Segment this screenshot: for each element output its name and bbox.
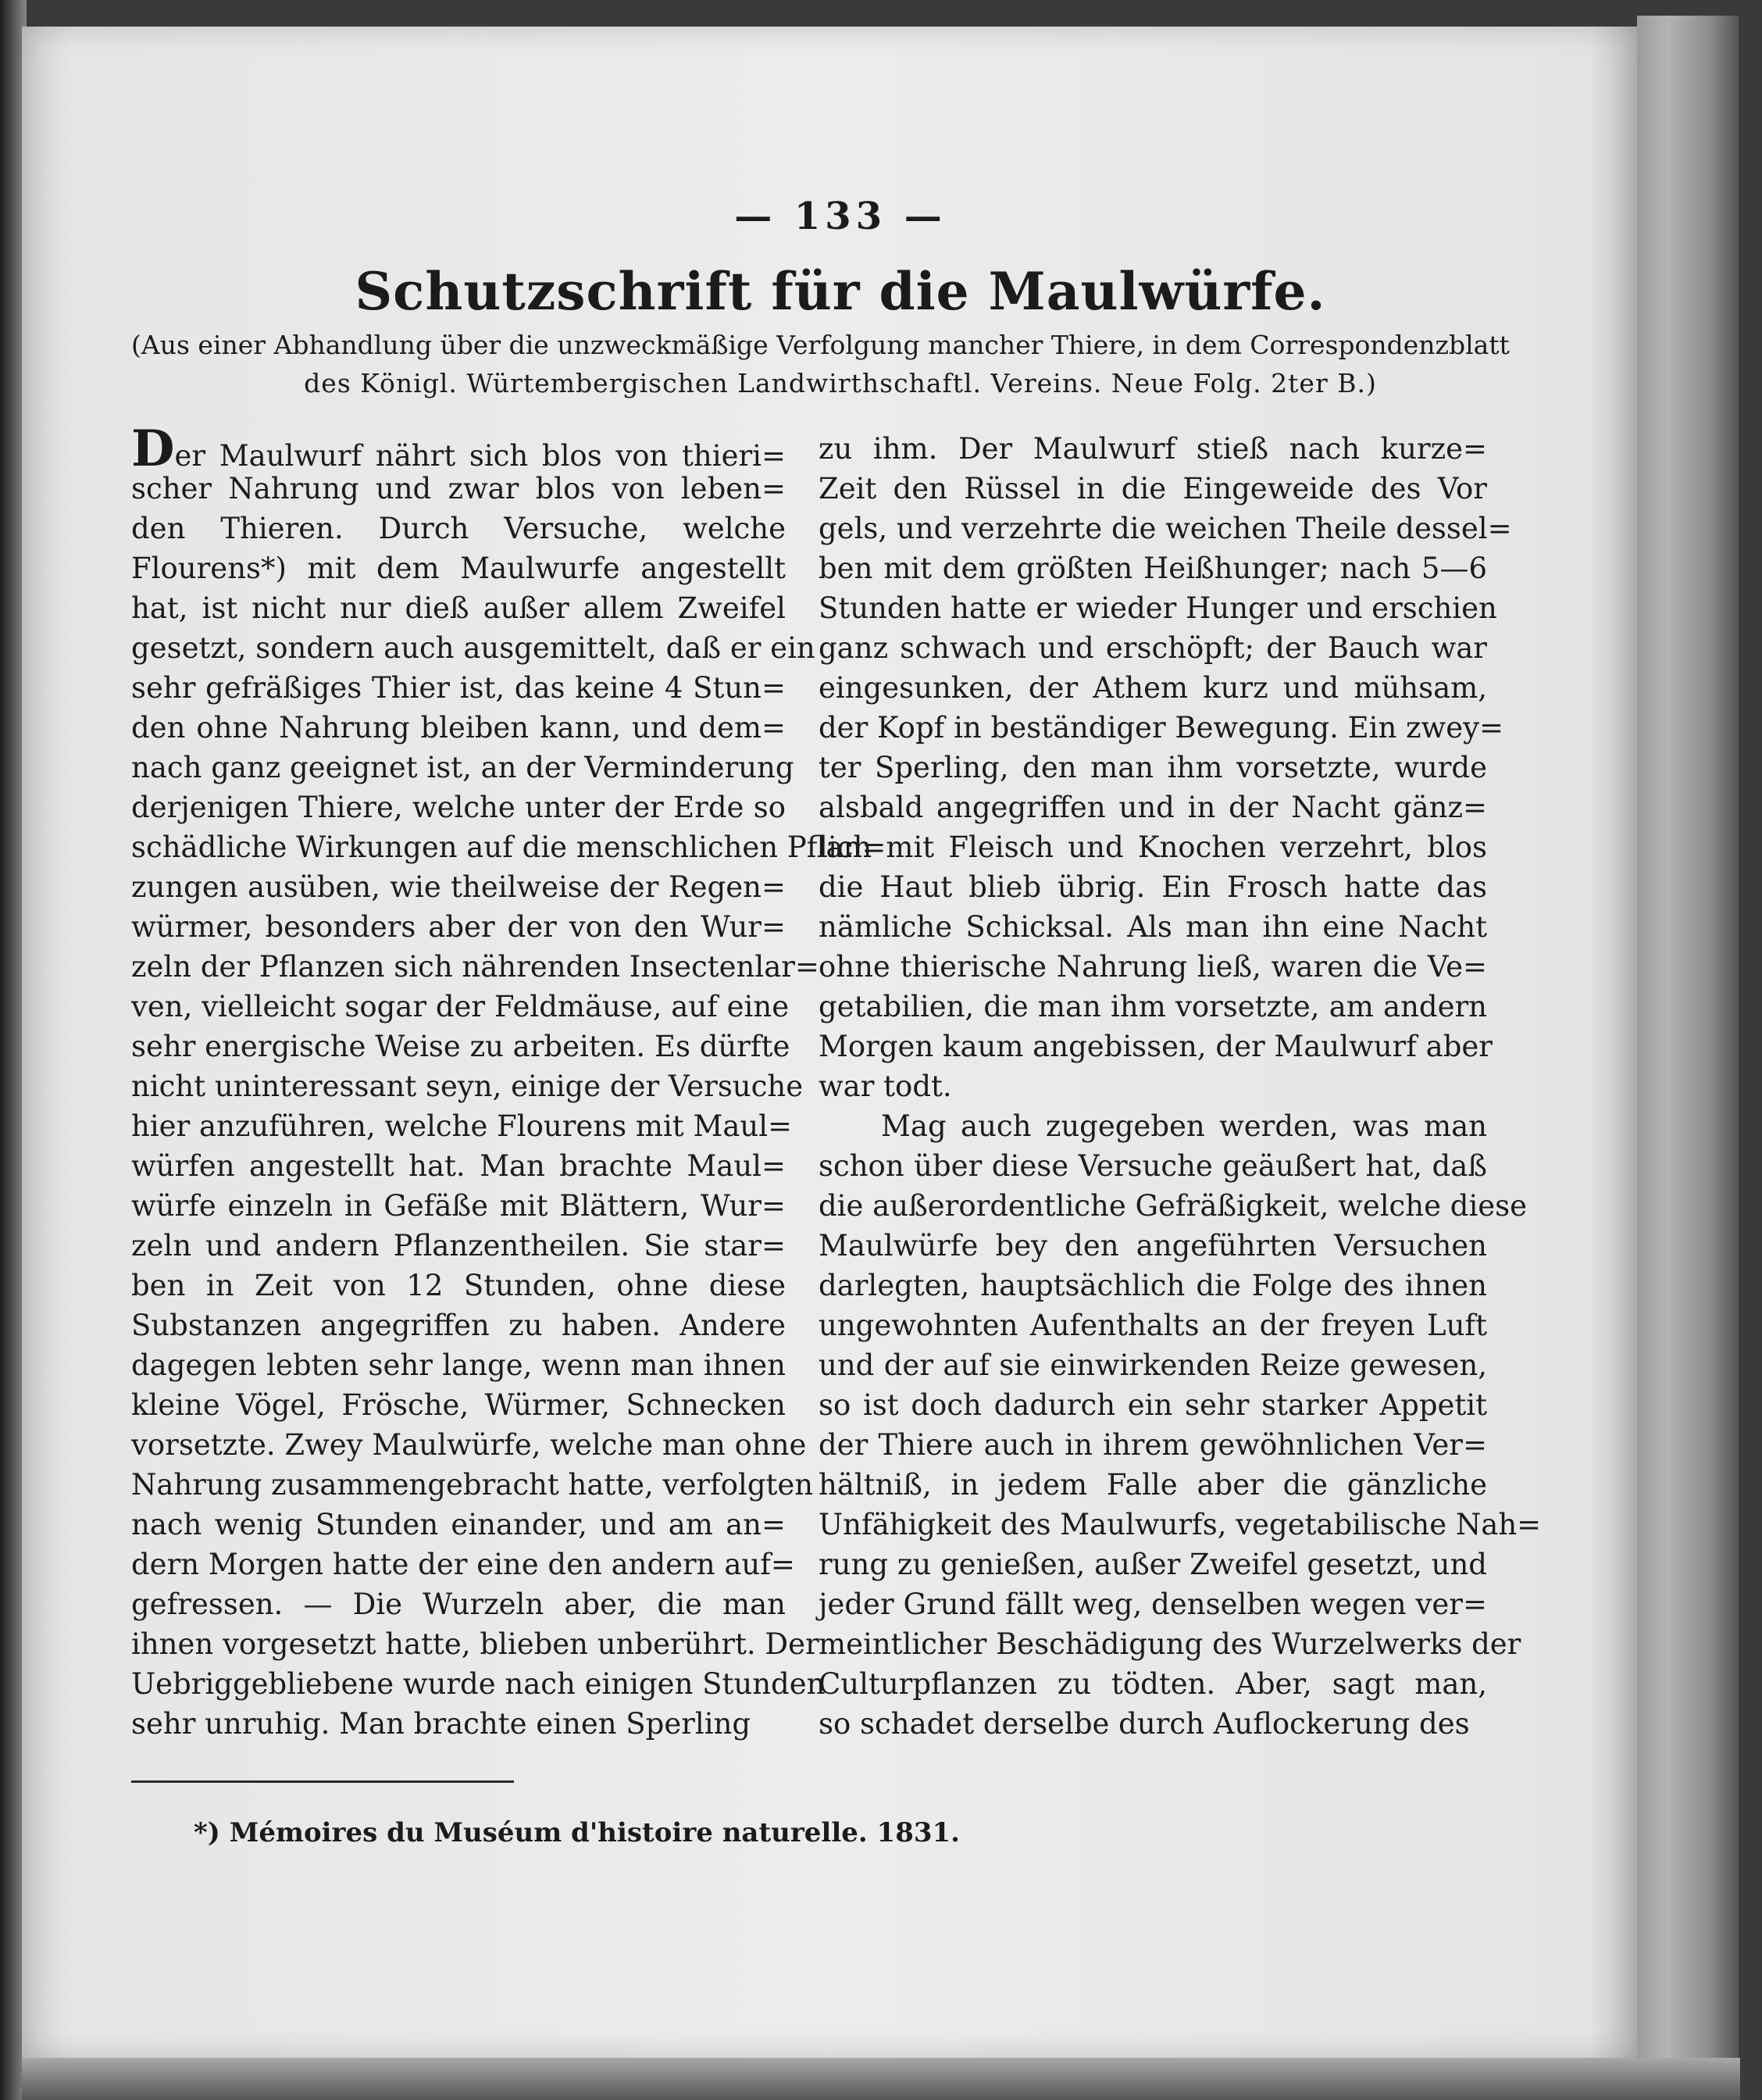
text-line: alsbald angegriffen und in der Nacht gänz= <box>819 791 1487 824</box>
text-line: meintlicher Beschädigung des Wurzelwerks der <box>819 1627 1521 1661</box>
text-line: rung zu genießen, außer Zweifel gesetzt, und <box>819 1548 1487 1581</box>
subtitle-line: (Aus einer Abhandlung über die unzweckmäßige Verfolgung mancher Thiere, in dem Correspondenzblatt <box>131 330 1510 360</box>
text-line: derjenigen Thiere, welche unter der Erde so <box>131 791 786 824</box>
text-line: würfen angestellt hat. Man brachte Maul= <box>131 1149 786 1183</box>
text-line: zeln und andern Pflanzentheilen. Sie star= <box>131 1229 786 1262</box>
text-line: ven, vielleicht sogar der Feldmäuse, auf eine <box>131 990 790 1023</box>
text-line: Maulwürfe bey den angeführten Versuchen <box>819 1229 1487 1262</box>
text-line: nicht uninteressant seyn, einige der Versuche <box>131 1070 804 1103</box>
text-line: den ohne Nahrung bleiben kann, und dem= <box>131 711 786 745</box>
text-line: eingesunken, der Athem kurz und mühsam, <box>819 671 1487 705</box>
text-line: zeln der Pflanzen sich nährenden Insectenlar= <box>131 950 819 984</box>
text-line: jeder Grund fällt weg, denselben wegen ver= <box>819 1588 1487 1621</box>
text-line: Morgen kaum angebissen, der Maulwurf aber <box>819 1030 1493 1063</box>
text-line: ihnen vorgesetzt hatte, blieben unberührt. Der <box>131 1627 819 1661</box>
text-line: Der Maulwurf nährt sich blos von thieri= <box>131 420 786 478</box>
text-line: den Thieren. Durch Versuche, welche <box>131 512 786 545</box>
text-line: Unfähigkeit des Maulwurfs, vegetabilische Nah= <box>819 1508 1542 1541</box>
text-line: nämliche Schicksal. Als man ihn eine Nacht <box>819 910 1487 944</box>
page-title: Schutzschrift für die Maulwürfe. <box>355 261 1326 322</box>
text-line: hat, ist nicht nur dieß außer allem Zweifel <box>131 591 786 625</box>
book-bottom-edge <box>22 2058 1740 2100</box>
text-line: ben mit dem größten Heißhunger; nach 5—6 <box>819 552 1487 585</box>
text-line: der Thiere auch in ihrem gewöhnlichen Ver= <box>819 1428 1487 1462</box>
text-line: sehr unruhig. Man brachte einen Sperling <box>131 1707 751 1741</box>
text-line: schon über diese Versuche geäußert hat, daß <box>819 1149 1487 1183</box>
text-line: hier anzuführen, welche Flourens mit Maul= <box>131 1109 793 1143</box>
book-board-edge <box>1637 16 1739 2078</box>
text-line: ungewohnten Aufenthalts an der freyen Luft <box>819 1309 1487 1342</box>
text-line: die außerordentliche Gefräßigkeit, welche diese <box>819 1189 1528 1223</box>
text-line: würmer, besonders aber der von den Wur= <box>131 910 786 944</box>
text-line: sehr gefräßiges Thier ist, das keine 4 Stun= <box>131 671 786 705</box>
subtitle-line: des Königl. Würtembergischen Landwirthschaftl. Vereins. Neue Folg. 2ter B.) <box>304 368 1377 398</box>
footnote: *) Mémoires du Muséum d'histoire naturelle. 1831. <box>194 1817 961 1848</box>
text-line: Culturpflanzen zu tödten. Aber, sagt man, <box>819 1667 1487 1701</box>
text-line: war todt. <box>819 1070 952 1103</box>
text-line: lich mit Fleisch und Knochen verzehrt, blos <box>819 830 1487 864</box>
text-line: nach wenig Stunden einander, und am an= <box>131 1508 786 1541</box>
text-line: schädliche Wirkungen auf die menschlichen Pflan= <box>131 830 886 864</box>
text-line: Substanzen angegriffen zu haben. Andere <box>131 1309 786 1342</box>
text-line: Flourens*) mit dem Maulwurfe angestellt <box>131 552 786 585</box>
text-line: gels, und verzehrte die weichen Theile dessel= <box>819 512 1512 545</box>
text-line: und der auf sie einwirkenden Reize gewesen, <box>819 1348 1487 1382</box>
text-line: so schadet derselbe durch Auflockerung des <box>819 1707 1470 1741</box>
text-line: vorsetzte. Zwey Maulwürfe, welche man ohne <box>131 1428 807 1462</box>
text-line: kleine Vögel, Frösche, Würmer, Schnecken <box>131 1388 786 1422</box>
text-line: ganz schwach und erschöpft; der Bauch war <box>819 631 1487 665</box>
text-line: so ist doch dadurch ein sehr starker Appetit <box>819 1388 1487 1422</box>
text-line: Nahrung zusammengebracht hatte, verfolgten <box>131 1468 814 1502</box>
text-column-right <box>819 429 1542 1744</box>
text-line: ter Sperling, den man ihm vorsetzte, wurde <box>819 751 1487 784</box>
text-line: ben in Zeit von 12 Stunden, ohne diese <box>131 1269 786 1302</box>
text-line: Stunden hatte er wieder Hunger und erschien <box>819 591 1497 625</box>
text-line: hältniß, in jedem Falle aber die gänzliche <box>819 1468 1487 1502</box>
text-line: zu ihm. Der Maulwurf stieß nach kurze= <box>819 432 1487 466</box>
text-line: zungen ausüben, wie theilweise der Regen= <box>131 870 786 904</box>
text-line: Uebriggebliebene wurde nach einigen Stunden <box>131 1667 826 1701</box>
text-line: gefressen. — Die Wurzeln aber, die man <box>131 1588 786 1621</box>
paper-leaf <box>22 27 1637 2058</box>
text-line: die Haut blieb übrig. Ein Frosch hatte das <box>819 870 1487 904</box>
page-number: — 133 — <box>734 195 947 238</box>
text-line: sehr energische Weise zu arbeiten. Es dürfte <box>131 1030 790 1063</box>
text-line: nach ganz geeignet ist, an der Verminderung <box>131 751 794 784</box>
text-line: dern Morgen hatte der eine den andern auf= <box>131 1548 795 1581</box>
text-line: würfe einzeln in Gefäße mit Blättern, Wur= <box>131 1189 786 1223</box>
text-line: Mag auch zugegeben werden, was man <box>881 1109 1487 1143</box>
text-line: der Kopf in beständiger Bewegung. Ein zwey= <box>819 711 1503 745</box>
text-line: Zeit den Rüssel in die Eingeweide des Vor <box>819 472 1487 505</box>
text-line: dagegen lebten sehr lange, wenn man ihnen <box>131 1348 786 1382</box>
text-line: ohne thierische Nahrung ließ, waren die Ve= <box>819 950 1487 984</box>
text-line: getabilien, die man ihm vorsetzte, am andern <box>819 990 1487 1023</box>
text-line: darlegten, hauptsächlich die Folge des ihnen <box>819 1269 1487 1302</box>
text-line: scher Nahrung und zwar blos von leben= <box>131 472 786 505</box>
footnote-rule <box>131 1780 514 1783</box>
text-line: gesetzt, sondern auch ausgemittelt, daß er ein <box>131 631 815 665</box>
